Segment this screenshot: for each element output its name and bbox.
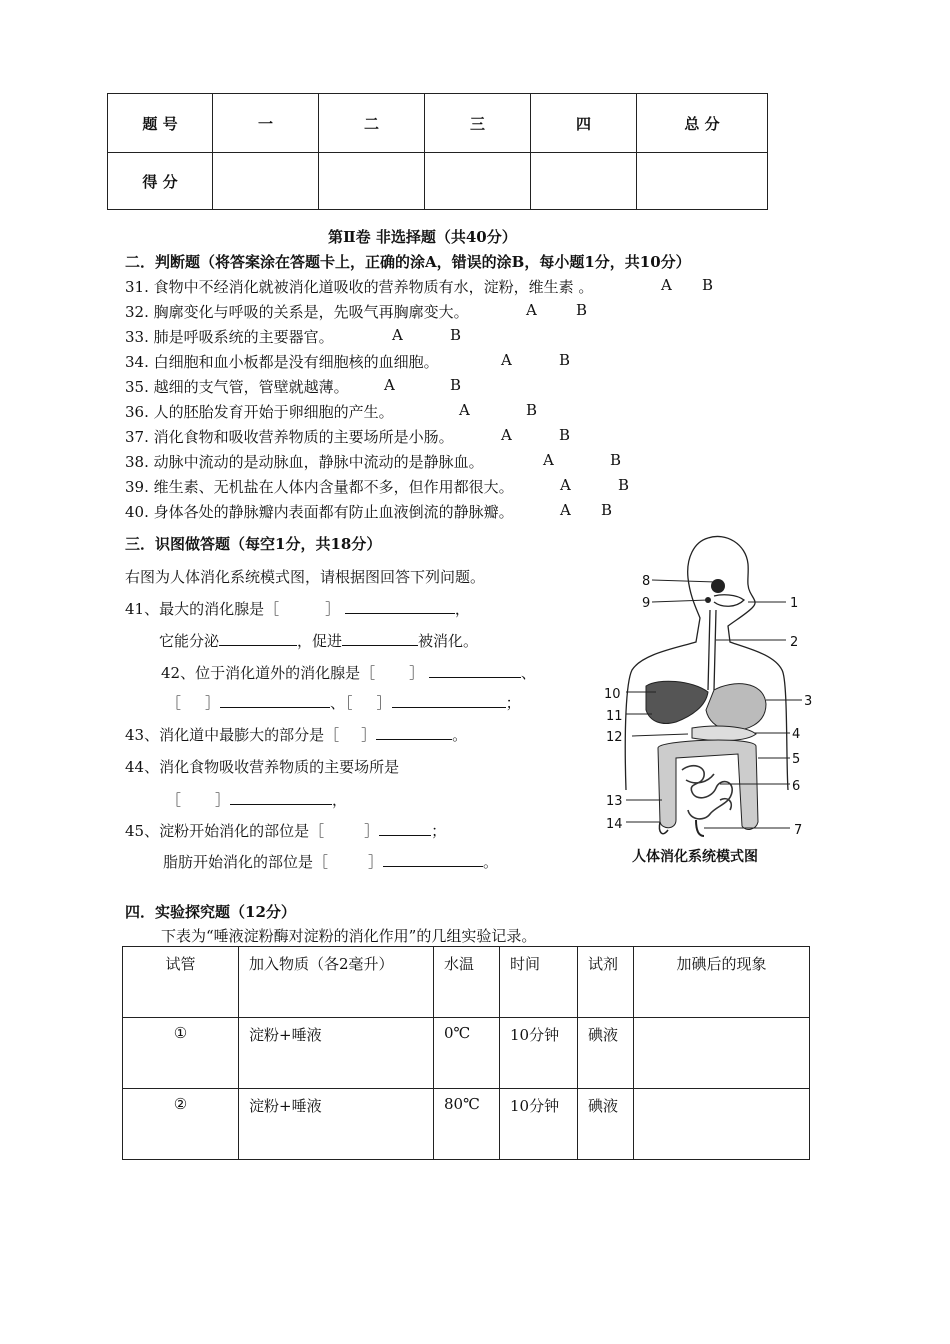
option-b[interactable]: B [576,301,588,319]
table-cell: ① [123,1018,239,1089]
experiment-header-cell: 加碘后的现象 [634,947,810,1018]
part2-title: 第Ⅱ卷 非选择题（共40分） [328,228,517,246]
question-text: 34. 白细胞和血小板都是没有细胞核的血细胞。 [125,353,439,371]
score-header-cell: 三 [425,94,531,153]
question-45-line1 [125,820,446,841]
q-text: 。 [483,853,499,871]
question-text: 39. 维生素、无机盐在人体内含量都不多，但作用都很大。 [125,478,514,496]
q-text: 41、最大的消化腺是［ [125,600,280,618]
question-37 [125,426,454,447]
question-text: 38. 动脉中流动的是动脉血，静脉中流动的是静脉血。 [125,453,484,471]
result-cell[interactable] [634,1018,810,1089]
experiment-table [122,946,810,1160]
diagram-label: 3 [804,694,813,709]
table-cell: 10分钟 [500,1089,578,1160]
answer-blank[interactable] [219,630,297,646]
q-text: 42、位于消化道外的消化腺是［ [161,664,376,682]
diagram-label: 9 [642,596,651,611]
q-text: 45、淀粉开始消化的部位是［ [125,822,325,840]
q-text: ［ [166,694,182,712]
option-a[interactable]: A [560,501,571,519]
experiment-header-cell: 水温 [434,947,500,1018]
question-35 [125,376,349,397]
question-41-line1 [125,598,470,619]
q-text: 脂肪开始消化的部位是［ [163,853,329,871]
experiment-header-cell: 加入物质（各2毫升） [239,947,434,1018]
q-text: 被消化。 [418,632,479,650]
option-b[interactable]: B [618,476,630,494]
diagram-label: 6 [792,779,801,794]
answer-blank[interactable] [392,692,506,708]
table-row [123,1018,810,1089]
experiment-header-cell: 试管 [123,947,239,1018]
option-a[interactable]: A [392,326,403,344]
question-text: 32. 胸廓变化与呼吸的关系是，先吸气再胸廓变大。 [125,303,469,321]
q-text: ］ [376,694,392,712]
option-a[interactable]: A [560,476,571,494]
q-text: 、［ [330,694,353,712]
question-40 [125,501,514,522]
section2-heading: 二．判断题（将答案涂在答题卡上，正确的涂A，错误的涂B，每小题1分，共10分） [125,253,691,271]
table-cell: 10分钟 [500,1018,578,1089]
liver-shape [646,681,708,723]
question-text: 31. 食物中不经消化就被消化道吸收的营养物质有水，淀粉，维生素 。 [125,278,594,296]
answer-blank[interactable] [220,692,330,708]
question-text: 33. 肺是呼吸系统的主要器官。 [125,328,334,346]
diagram-label: 13 [606,794,623,809]
option-a[interactable]: A [459,401,470,419]
small-intestine-shape [682,766,732,819]
q-text: 、 [520,664,536,682]
question-43 [125,724,467,745]
answer-blank[interactable] [342,630,418,646]
q-text: ； [431,822,447,840]
question-33 [125,326,334,347]
table-cell: 0℃ [434,1018,500,1089]
stomach-shape [706,684,766,731]
question-39 [125,476,514,497]
question-text: 40. 身体各处的静脉瓣内表面都有防止血液倒流的静脉瓣。 [125,503,514,521]
score-table [107,93,768,210]
q-text: ； [505,694,521,712]
option-a[interactable]: A [543,451,554,469]
q-text: ］ [409,664,425,682]
answer-blank[interactable] [379,820,431,836]
question-41-line2 [159,630,478,651]
question-44-line1: 44、消化食物吸收营养物质的主要场所是 [125,758,400,776]
diagram-label: 2 [790,635,799,650]
answer-blank[interactable] [230,789,332,805]
diagram-label: 14 [606,817,623,832]
option-b[interactable]: B [610,451,622,469]
question-42-line1 [161,662,536,683]
experiment-header-cell: 时间 [500,947,578,1018]
table-cell: 淀粉+唾液 [239,1018,434,1089]
option-a[interactable]: A [501,351,512,369]
option-b[interactable]: B [559,426,571,444]
score-header-cell: 题 号 [108,94,213,153]
result-cell[interactable] [634,1089,810,1160]
question-45-line2 [163,851,498,872]
diagram-label: 1 [790,596,799,611]
question-34 [125,351,439,372]
table-row [123,1089,810,1160]
answer-blank[interactable] [383,851,483,867]
question-36 [125,401,394,422]
question-32 [125,301,469,322]
option-a[interactable]: A [526,301,537,319]
diagram-caption: 人体消化系统模式图 [632,849,758,865]
table-cell: ② [123,1089,239,1160]
diagram-label: 5 [792,752,801,767]
question-42-line2 [166,692,521,713]
question-31 [125,276,593,297]
section4-heading: 四．实验探究题（12分） [125,903,296,921]
option-b[interactable]: B [450,376,462,394]
question-38 [125,451,484,472]
diagram-label: 7 [794,823,803,838]
q-text: ］ [368,853,384,871]
diagram-label: 4 [792,727,801,742]
q-text: ］ [361,726,377,744]
score-row-label: 得 分 [108,153,213,210]
option-b[interactable]: B [559,351,571,369]
score-cell[interactable] [213,153,319,210]
q-text: ， [332,791,348,809]
score-header-cell: 二 [319,94,425,153]
question-text: 35. 越细的支气管，管壁就越薄。 [125,378,349,396]
score-cell[interactable] [637,153,768,210]
answer-blank[interactable] [345,598,455,614]
q-text: ］ [205,694,221,712]
table-cell: 淀粉+唾液 [239,1089,434,1160]
question-text: 37. 消化食物和吸收营养物质的主要场所是小肠。 [125,428,454,446]
score-header-cell: 总 分 [637,94,768,153]
option-a[interactable]: A [384,376,395,394]
q-text: ］ [364,822,380,840]
diagram-label: 10 [604,687,621,702]
score-cell[interactable] [425,153,531,210]
answer-blank[interactable] [429,662,521,678]
q-text: ］ [215,791,231,809]
question-text: 36. 人的胚胎发育开始于卵细胞的产生。 [125,403,394,421]
option-b[interactable]: B [450,326,462,344]
table-cell: 碘液 [578,1089,634,1160]
q-text: ］ [325,600,341,618]
option-a[interactable]: A [501,426,512,444]
section4-intro: 下表为“唾液淀粉酶对淀粉的消化作用”的几组实验记录。 [161,927,537,945]
option-b[interactable]: B [526,401,538,419]
score-cell[interactable] [319,153,425,210]
experiment-header-cell: 试剂 [578,947,634,1018]
table-cell: 碘液 [578,1018,634,1089]
section3-intro: 右图为人体消化系统模式图，请根据图回答下列问题。 [125,568,486,586]
answer-blank[interactable] [376,724,452,740]
q-text: ［ [166,791,182,809]
option-a[interactable]: A [661,276,672,294]
score-header-cell: 四 [531,94,637,153]
q-text: 它能分泌 [159,632,220,650]
diagram-label: 8 [642,574,651,589]
table-cell: 80℃ [434,1089,500,1160]
q-text: 43、消化道中最膨大的部分是［ [125,726,340,744]
diagram-label: 12 [606,730,623,745]
digestive-system-diagram [596,530,821,875]
score-header-cell: 一 [213,94,319,153]
q-text: ，促进 [297,632,343,650]
score-cell[interactable] [531,153,637,210]
option-b[interactable]: B [601,501,613,519]
diagram-label: 11 [606,709,623,724]
q-text: ， [454,600,470,618]
option-b[interactable]: B [702,276,714,294]
question-44-line2 [166,789,347,810]
section3-heading: 三．识图做答题（每空1分，共18分） [125,535,382,553]
q-text: 。 [452,726,468,744]
